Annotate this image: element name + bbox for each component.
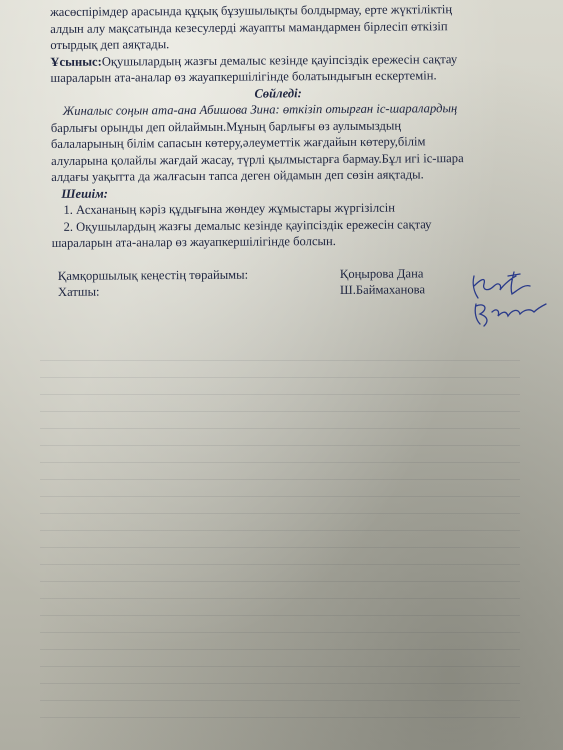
speech-line-2: барлығы орынды деп ойлаймын.Мұның барлығы өз аулымыздың: [50, 118, 402, 135]
decision-item-1: 1. Асхананың кәріз құдығына жөндеу жұмыстары жүргізілсін: [63, 200, 396, 217]
secretary-label: Хатшы:: [57, 284, 100, 299]
decision-item-2: 2. Оқушылардың жазғы демалыс кезінде қауіпсіздік ережесін сақтау: [63, 216, 432, 234]
speech-line-3: балаларының білім сапасын көтеру,әлеуметтік жағдайын көтеру,білім: [50, 134, 426, 151]
intro-line-1: жасөспірімдер арасында құқық бұзушылықты болдырмау, ерте жүктіліктің: [50, 2, 453, 19]
chair-name: Қоңырова Дана: [339, 265, 424, 281]
proposal-label: Ұсыныс:: [50, 54, 102, 69]
handwritten-signature: [468, 270, 550, 330]
decision-item-2-cont: шараларын ата-аналар өз жауапкершілігінде болсын.: [51, 234, 336, 250]
proposal-line-2: шараларын ата-аналар өз жауапкершілігінде болатындығын ескертемін.: [50, 68, 437, 85]
intro-line-3: отырдық деп аяқтады.: [50, 37, 170, 52]
decision-heading: Шешім:: [61, 186, 108, 201]
speech-line-4: алуларына қолайлы жағдай жасау, түрлі қылмыстарға бармау.Бұл игі іс-шара: [51, 150, 464, 168]
secretary-row: [52, 281, 507, 301]
speech-line-5: алдағы уақытта да жалғасын тапса деген ойдамын деп сөзін аяқтады.: [51, 167, 424, 184]
speech-line-1: Жиналыс соңын ата-ана Абишова Зина: өткізіп отырған іс-шаралардың: [62, 101, 458, 118]
bleed-through-texture: [40, 360, 520, 720]
secretary-name: Ш.Баймаханова: [339, 282, 426, 297]
intro-line-2: алдын алу мақсатында кезесулерді жауапты мамандармен бірлесіп өткізіп: [50, 18, 448, 36]
chair-label: Қамқоршылық кеңестің төрайымы:: [57, 267, 249, 283]
proposal-text: Оқушылардың жазғы демалыс кезінде қауіпсіздік ережесін сақтау: [101, 51, 458, 69]
heard-heading: Сөйледі:: [254, 85, 302, 101]
document-body: [50, 1, 507, 301]
proposal-line-1: [50, 50, 505, 70]
